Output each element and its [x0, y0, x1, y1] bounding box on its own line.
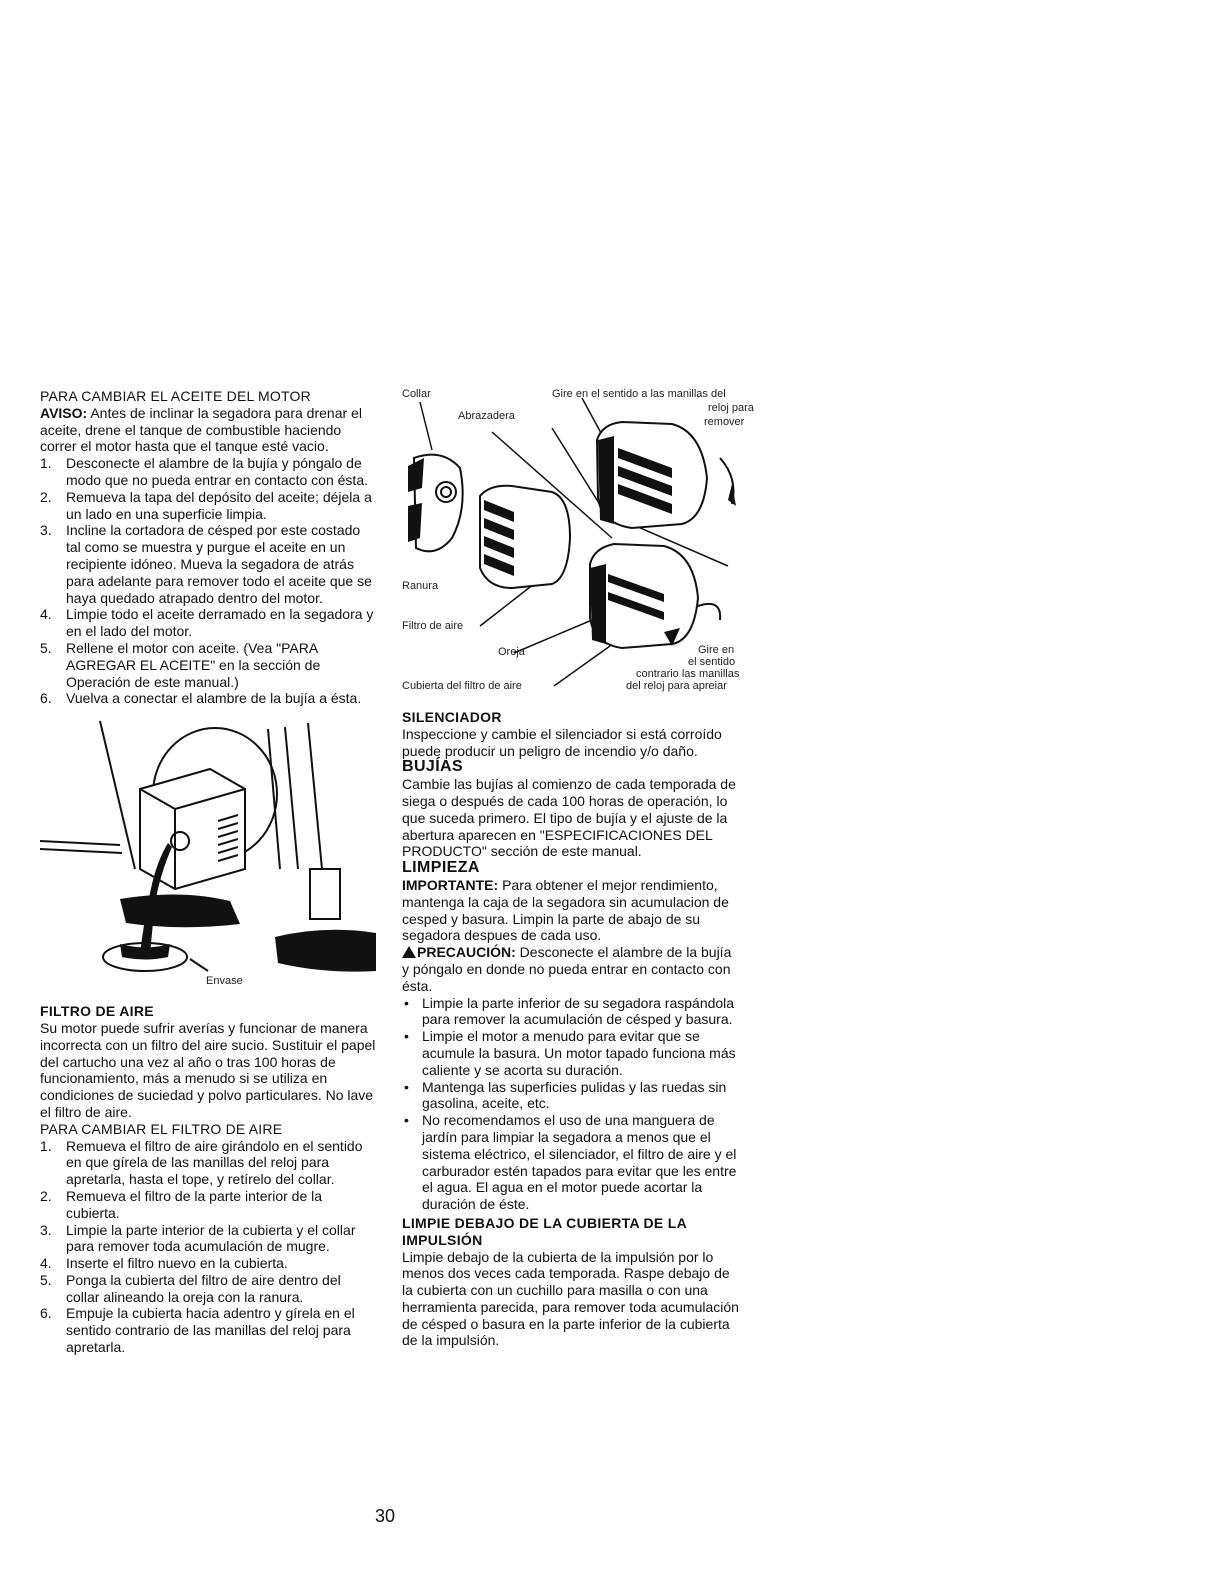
list-item: 4. Limpie todo el aceite derramado en la segadora y en el lado del motor. [40, 606, 374, 640]
oil-drain-illustration [40, 719, 376, 987]
air-filter-illustration [402, 388, 745, 693]
turn-remove-label-1: Gire en el sentido a las manillas del [552, 388, 726, 400]
slot-label: Ranura [402, 580, 439, 592]
container-label: Envase [206, 975, 243, 988]
deck-text: Limpie debajo de la cubierta de la impulsión por lo menos dos veces cada temporada. Raspe debajo de la cubierta con un cuchillo para masilla o con una herramienta parecida, para remover toda acumulación de césped o basura en la parte inferior de la cubierta de la impulsión. [402, 1248, 739, 1349]
bullet-icon: • [404, 1112, 409, 1129]
turn-tighten-label-1: Gire en [698, 644, 735, 656]
turn-tighten-label-2: el sentido [688, 656, 736, 668]
turn-remove-label-3: remover [704, 416, 745, 428]
oil-notice [40, 405, 376, 455]
important-note [402, 877, 742, 944]
caution-label: PRECAUCIÓN: [417, 944, 516, 961]
filter-steps-list [40, 1138, 376, 1356]
bullet-icon: • [404, 1028, 409, 1045]
oil-steps-list [40, 455, 376, 707]
muffler-text: Inspeccione y cambie el silenciador si está corroído puede producir un peligro de incendio y/o daño. [402, 725, 722, 759]
spark-plugs-title: BUJÍAS [402, 758, 464, 776]
list-item: 3. Incline la cortadora de césped por este costado tal como se muestra y purgue el aceite en un recipiente idóneo. Mueva la segadora de atrás para adelante para remover todo el aceite que se haya quedado atrapado dentro del motor. [40, 522, 372, 606]
important-text: Para obtener el mejor rendimiento, mantenga la caja de la segadora sin acumulacion de cesped y basura. Limpin la parte de abajo de su segadora despues de cada uso. [402, 876, 729, 944]
air-filter-title: FILTRO DE AIRE [40, 1003, 154, 1020]
list-item: 2. Remueva la tapa del depósito del aceite; déjela a un lado en una superficie limpia. [40, 488, 372, 522]
list-item: • Mantenga las superficies pulidas y las ruedas sin gasolina, aceite, etc. [404, 1078, 727, 1112]
list-item: • Limpie el motor a menudo para evitar que se acumule la basura. Un motor tapado funciona más caliente y se acorta su duración. [404, 1028, 736, 1078]
left-column [40, 388, 376, 1356]
list-item: 6. Vuelva a conectar el alambre de la bujía a ésta. [40, 690, 362, 707]
list-item: 1. Remueva el filtro de aire girándolo en el sentido en que gírela de las manillas del reloj para apretarla, hasta el tope, y retírelo del collar. [40, 1137, 363, 1188]
bullet-icon: • [404, 1078, 409, 1095]
air-filter-label: Filtro de aire [402, 620, 464, 632]
bullet-icon: • [404, 994, 409, 1011]
spark-plugs-text: Cambie las bujías al comienzo de cada temporada de siega o después de cada 100 horas de operación, lo que suceda primero. El tipo de bujía y el ajuste de la abertura aparecen en "ESPECIFICACIONES DEL PRODUCTO" sección de este manual. [402, 776, 736, 860]
cleaning-bullets [402, 995, 742, 1213]
collar-label: Collar [402, 388, 431, 400]
list-item: 2. Remueva el filtro de la parte interior de la cubierta. [40, 1187, 323, 1221]
change-filter-title: PARA CAMBIAR EL FILTRO DE AIRE [40, 1120, 283, 1137]
list-item: 1. Desconecte el alambre de la bujía y póngalo de modo que no pueda entrar en contacto con ésta. [40, 455, 368, 488]
caution-text: Desconecte el alambre de la bujía y póngalo en donde no pueda entrar en contacto con ésta. [402, 944, 732, 994]
cleaning-title: LIMPIEZA [402, 859, 480, 877]
turn-tighten-label-4: del reloj para apreiar [626, 680, 727, 692]
air-filter-text: Su motor puede sufrir averías y funcionar de manera incorrecta con un filtro del aire sucio. Sustituir el papel del cartucho una vez al año o tras 100 horas de funcionamiento, más a menudo si se utiliza en condiciones de suciedad y polvo particulares. No lave el filtro de aire. [40, 1019, 376, 1120]
warning-icon [402, 946, 416, 958]
important-label: IMPORTANTE: [402, 876, 499, 893]
clamp-label: Abrazadera [458, 410, 515, 422]
list-item: 3. Limpie la parte interior de la cubierta y el collar para remover toda acumulación de mugre. [40, 1221, 356, 1255]
notice-label: AVISO: [40, 404, 88, 421]
list-item: 4. Inserte el filtro nuevo en la cubierta. [40, 1255, 288, 1272]
list-item: 5. Rellene el motor con aceite. (Vea "PARA AGREGAR EL ACEITE" en la sección de Operación de este manual.) [40, 639, 321, 690]
tab-label: Oreja [498, 646, 525, 658]
oil-drain-figure [40, 719, 376, 987]
list-item: 6. Empuje la cubierta hacia adentro y gírela en el sentido contrario de las manillas del reloj para apretarla. [40, 1305, 355, 1356]
list-item: 5. Ponga la cubierta del filtro de aire dentro del collar alineando la oreja con la ranura. [40, 1271, 341, 1305]
caution-note [402, 944, 742, 994]
oil-change-title: PARA CAMBIAR EL ACEITE DEL MOTOR [40, 388, 311, 404]
list-item: • Limpie la parte inferior de su segadora raspándola para remover la acumulación de césped y basura. [404, 994, 735, 1028]
right-column [402, 388, 754, 1349]
air-filter-figure [402, 388, 754, 693]
turn-tighten-label-3: contrario las manillas [636, 668, 740, 680]
deck-title: LIMPIE DEBAJO DE LA CUBIERTA DE LA IMPULSIÓN [402, 1214, 687, 1248]
notice-text: Antes de inclinar la segadora para drenar el aceite, drene el tanque de combustible haciendo correr el motor hasta que el tanque esté vacio. [40, 404, 362, 455]
page-number: 30 [375, 1506, 396, 1526]
list-item: • No recomendamos el uso de una manguera de jardín para limpiar la segadora a menos que el sistema eléctrico, el silenciador, el filtro de aire y el carburador estén tapados para evitar que les entre el agua. El agua en el motor puede acortar la duración de éste. [404, 1112, 737, 1213]
muffler-title: SILENCIADOR [402, 709, 502, 725]
cover-label: Cubierta del filtro de aire [402, 680, 522, 692]
turn-remove-label-2: reloj para [708, 402, 754, 414]
